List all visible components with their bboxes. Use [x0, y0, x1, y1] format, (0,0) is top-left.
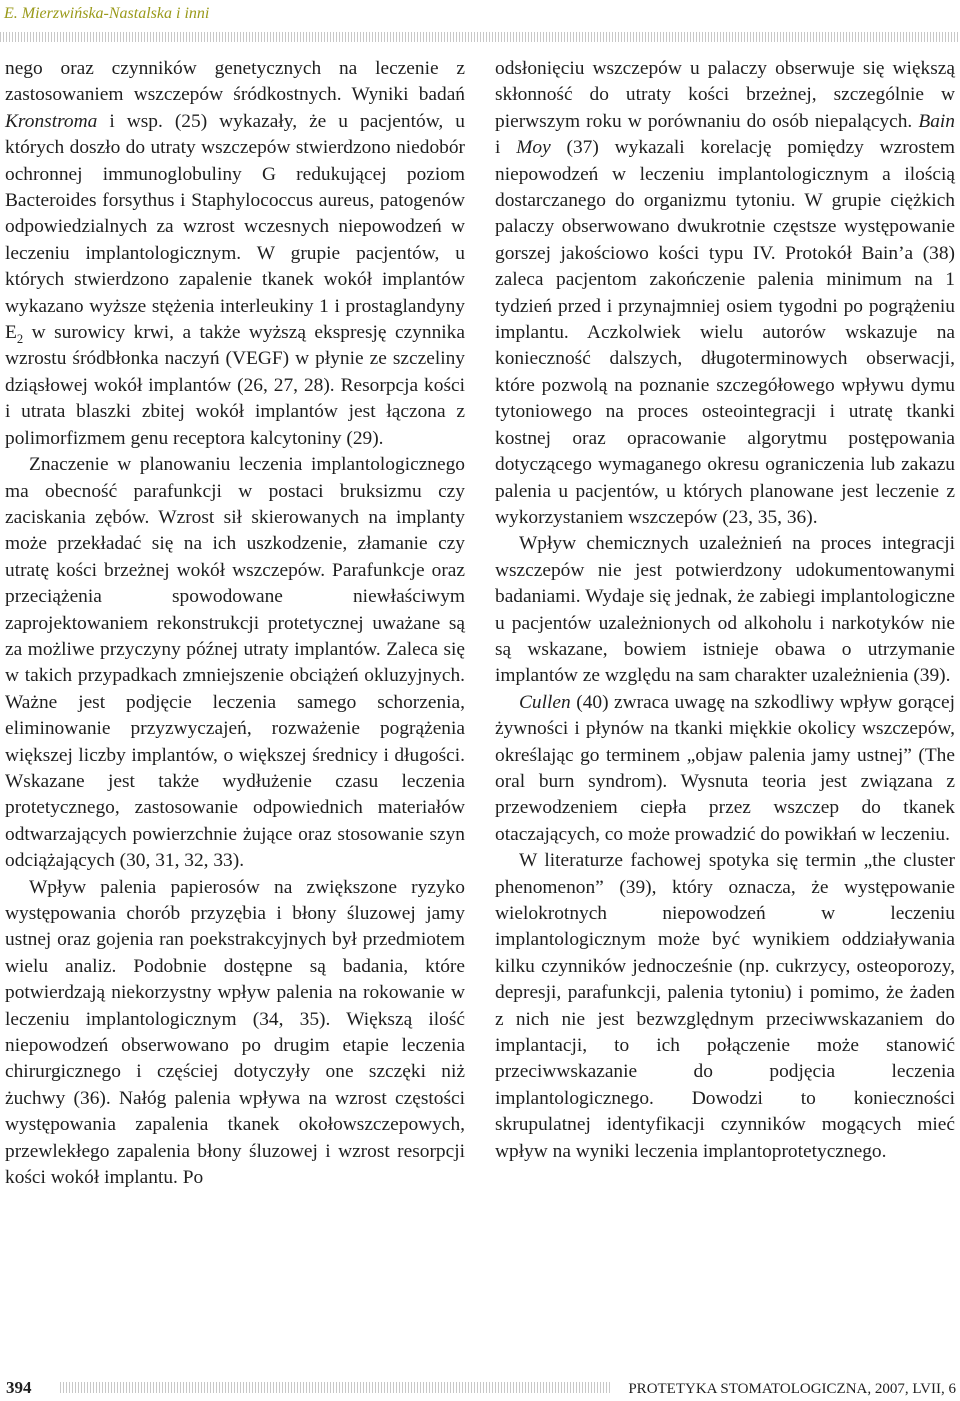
text-span: odsłonięciu wszczepów u palaczy obserwuje się większą skłonność do utraty kości brzeżnej, szczególnie w pierwszym roku w porównaniu do osób niepalących.: [495, 58, 955, 132]
text-span: nego oraz czynników genetycznych na leczenie z zastosowaniem wszczepów śródkostnych. Wyniki badań: [5, 58, 465, 106]
paragraph: [5, 56, 465, 452]
text-span: (40) zwraca uwagę na szkodliwy wpływ gorącej żywności i płynów na tkanki miękkie okolicy wszczepów, określając go terminem „objaw palenia jamy ustnej” (The oral burn syndrom). Wysnuta teoria jest związana z przewodzeniem ciepła przez wszczep do tkanek otaczających, co może prowadzić do powikłań w leczeniu.: [495, 691, 955, 845]
header-divider: [0, 32, 960, 42]
paragraph: [495, 56, 955, 531]
paragraph: Wpływ palenia papierosów na zwiększone ryzyko występowania chorób przyzębia i błony śluzowej jamy ustnej oraz gojenia ran poekstrakcyjnych był przedmiotem wielu analiz. Podobnie dostępne są badania, które potwierdzają niekorzystny wpływ palenia na rokowanie w leczeniu implantologicznym (34, 35). Większą ilość niepowodzeń obserwowano po drugim etapie leczenia chirurgicznego i częściej dotyczyły one szczęki niż żuchwy (36). Nałóg palenia wpływa na wzrost częstości występowania zapalenia tkanek okołowszczepowych, przewlekłego zapalenia błony śluzowej i wzrost resorpcji kości wokół implantu. Po: [5, 876, 465, 1189]
text-span: i: [495, 137, 517, 159]
footer-divider: [60, 1382, 610, 1393]
left-column: [5, 56, 465, 1191]
text-span: w surowicy krwi, a także wyższą ekspresję czynnika wzrostu śródbłonka naczyń (VEGF) w płynie ze szczeliny dziąsłowej wokół implantów (26, 27, 28). Resorpcja kości i utrata blaszki zbitej wokół implantów jest łączona z polimorfizmem genu receptora kalcytoniny (29).: [5, 322, 465, 449]
running-head: E. Mierzwińska-Nastalska i inni: [4, 5, 210, 22]
author-name: Bain: [918, 110, 955, 132]
paragraph: [495, 690, 955, 848]
journal-title: PROTETYKA STOMATOLOGICZNA, 2007, LVII, 6: [628, 1381, 956, 1397]
page-number: 394: [6, 1378, 32, 1397]
paragraph: W literaturze fachowej spotyka się termin „the cluster phenomenon” (39), który oznacza, że występowanie wielokrotnych niepowodzeń w leczeniu implantologicznym może być wynikiem oddziaływania kilku czynników jednocześnie (np. cukrzycy, osteoporozy, depresji, parafunkcji, palenia tytoniu) i pomimo, że żaden z nich nie jest bezwzględnym przeciwwskazaniem do implantacji, to ich połączenie może stanowić przeciwwskazanie do podjęcia leczenia implantologicznego. Dowodzi to konieczności skrupulatnej identyfikacji czynników mogących mieć wpływ na wyniki leczenia implantoprotetycznego.: [495, 850, 955, 1162]
text-span: i wsp. (25) wykazały, że u pacjentów, u których doszło do utraty wszczepów stwierdzono niedobór ochronnej immunoglobuliny G redukującej poziom Bacteroides forsythus i Staphylococcus aureus, patogenów odpowiedzialnych za wzrost wczesnych niepowodzeń w leczeniu implantologicznym. W grupie pacjentów, u których stwierdzono zapalenie tkanek wokół implantów wykazano wyższe stężenia interleukiny 1 i prostaglandyny E: [5, 110, 465, 344]
right-column: [495, 56, 955, 1165]
paragraph: Wpływ chemicznych uzależnień na proces integracji wszczepów nie jest potwierdzony udokumentowanymi badaniami. Wydaje się jednak, że zabiegi implantologiczne u pacjentów uzależnionych od alkoholu i narkotyków nie są wskazane, bowiem istnieje obawa o utrzymanie implantów ze względu na sam charakter uzależnienia (39).: [495, 533, 955, 687]
author-name: Kronstroma: [5, 110, 98, 132]
subscript: 2: [16, 331, 24, 346]
text-span: (37) wykazali korelację pomiędzy wzrostem niepowodzeń w leczeniu implantologicznym a ilością dostarczanego do organizmu tytoniu. W grupie ciężkich palaczy obserwowano dwukrotnie częstsze występowanie gorszej jakościowo kości typu IV. Protokół Bain’a (38) zaleca pacjentom zakończenie palenia minimum na 1 tydzień przed i przynajmniej osiem tygodni po pogrążeniu implantu. Aczkolwiek wielu autorów wskazuje na konieczność dalszych, długoterminowych obserwacji, które pozwolą na poznanie szczegółowego wpływu dymu tytoniowego na proces osteointegracji i utratę tkanki kostnej oraz opracowanie algorytmu postępowania dotyczącego wymaganego okresu ograniczenia lub zakazu palenia u pacjentów, u których planowane jest leczenie z wykorzystaniem wszczepów (23, 35, 36).: [495, 137, 955, 528]
author-name: Cullen: [519, 691, 571, 713]
paragraph: Znaczenie w planowaniu leczenia implantologicznego ma obecność parafunkcji w postaci bruksizmu czy zaciskania zębów. Wzrost sił skierowanych na implanty może przekładać się na ich uszkodzenie, złamanie czy utratę kości brzeżnej wokół wszczepów. Parafunkcje oraz przeciążenia spowodowane niewłaściwym zaprojektowaniem rekonstrukcji protetycznej uważane są za możliwe przyczyny późnej utraty implantów. Zaleca się w takich przypadkach zmniejszenie obciążeń okluzyjnych. Ważne jest podjęcie leczenia samego schorzenia, eliminowanie przyzwyczajeń, rozważenie pogrążenia większej liczby implantów, o większej średnicy i długości. Wskazane jest także wydłużenie czasu leczenia protetycznego, zastosowanie odpowiednich materiałów odtwarzających powierzchnie żujące oraz stosowanie szyn odciążających (30, 31, 32, 33).: [5, 454, 465, 872]
author-name: Moy: [516, 137, 551, 159]
